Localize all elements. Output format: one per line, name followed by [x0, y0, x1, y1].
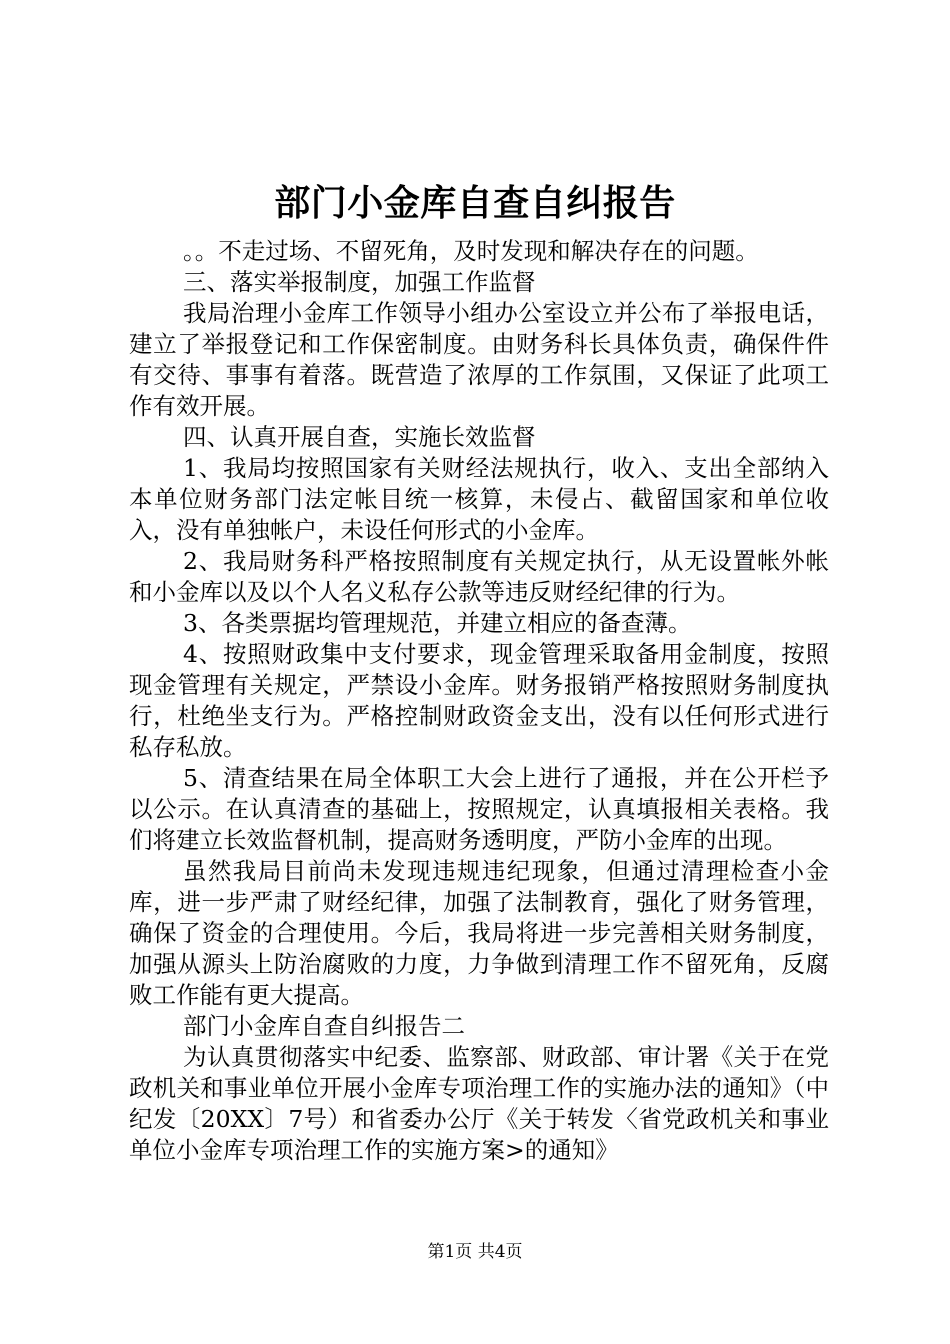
paragraph: 。。不走过场、不留死角，及时发现和解决存在的问题。: [183, 237, 759, 265]
paragraph: 我局治理小金库工作领导小组办公室设立并公布了举报电话，建立了举报登记和工作保密制度。由财务科长具体负责，确保件件有交待、事事有着落。既营造了浓厚的工作氛围，又保证了此项工作有效开展。: [129, 299, 829, 420]
list-item: 4、按照财政集中支付要求，现金管理采取备用金制度，按照现金管理有关规定，严禁设小金库。财务报销严格按照财务制度执行，杜绝坐支行为。严格控制财政资金支出，没有以任何形式进行私存私放。: [129, 640, 829, 761]
list-item: 5、清查结果在局全体职工大会上进行了通报，并在公开栏予以公示。在认真清查的基础上，按照规定，认真填报相关表格。我们将建立长效监督机制，提高财务透明度，严防小金库的出现。: [129, 764, 829, 854]
document-title: 部门小金库自查自纠报告: [274, 182, 676, 224]
paragraph: 虽然我局目前尚未发现违规违纪现象，但通过清理检查小金库，进一步严肃了财经纪律，加强了法制教育，强化了财务管理，确保了资金的合理使用。今后，我局将进一步完善相关财务制度，加强从源头上防治腐败的力度，力争做到清理工作不留死角，反腐败工作能有更大提高。: [129, 857, 829, 1009]
document-body: [129, 236, 829, 1166]
section-heading: 四、认真开展自查，实施长效监督: [183, 423, 536, 451]
subtitle: 部门小金库自查自纠报告二: [183, 1012, 465, 1040]
section-heading: 三、落实举报制度，加强工作监督: [183, 268, 536, 296]
page-footer: 第1页 共4页: [427, 1242, 523, 1262]
paragraph: 为认真贯彻落实中纪委、监察部、财政部、审计署《关于在党政机关和事业单位开展小金库专项治理工作的实施办法的通知》（中纪发〔20XX〕7号）和省委办公厅《关于转发〈省党政机关和事业单位小金库专项治理工作的实施方案>的通知》: [129, 1043, 829, 1164]
list-item: 3、各类票据均管理规范，并建立相应的备查薄。: [183, 609, 692, 637]
list-item: 2、我局财务科严格按照制度有关规定执行，从无设置帐外帐和小金库以及以个人名义私存公款等违反财经纪律的行为。: [129, 547, 829, 606]
list-item: 1、我局均按照国家有关财经法规执行，收入、支出全部纳入本单位财务部门法定帐目统一核算，未侵占、截留国家和单位收入，没有单独帐户，未设任何形式的小金库。: [129, 454, 829, 544]
